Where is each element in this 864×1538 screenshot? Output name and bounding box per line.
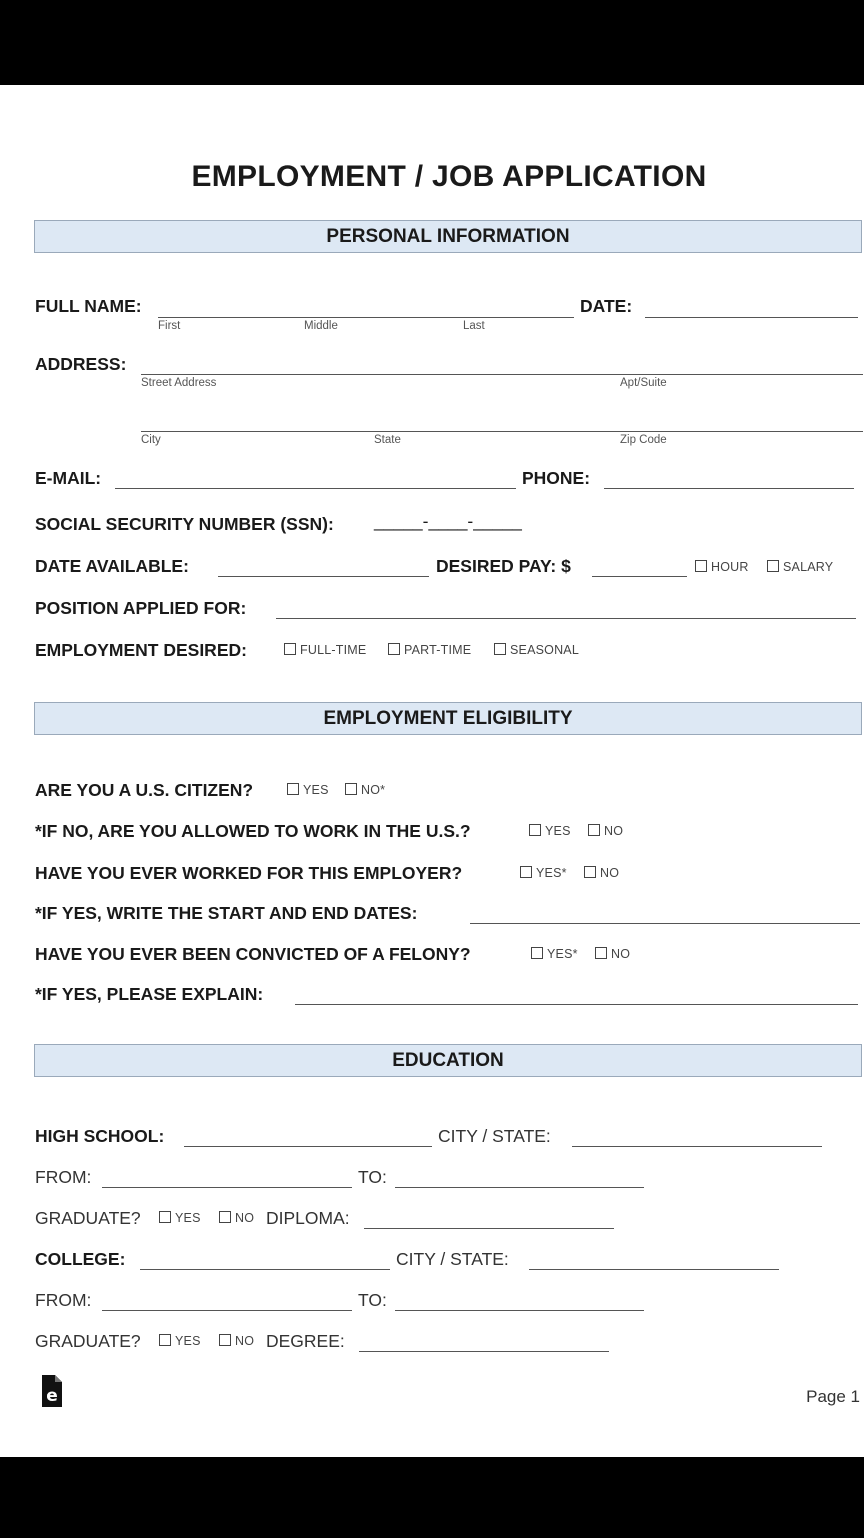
ssn-label: SOCIAL SECURITY NUMBER (SSN): (35, 514, 334, 534)
explain-field[interactable] (295, 1004, 858, 1005)
high-school-label: HIGH SCHOOL: (35, 1126, 165, 1146)
apt-suite-hint: Apt/Suite (620, 377, 667, 389)
checkbox-icon (388, 643, 400, 655)
seasonal-checkbox[interactable]: SEASONAL (494, 643, 579, 657)
checkbox-icon (159, 1334, 171, 1346)
checkbox-icon (695, 560, 707, 572)
date-field[interactable] (645, 317, 858, 318)
date-available-label: DATE AVAILABLE: (35, 556, 189, 576)
felony-question: HAVE YOU EVER BEEN CONVICTED OF A FELONY? (35, 944, 471, 964)
college-graduate-no-checkbox[interactable]: NO (219, 1334, 254, 1348)
degree-label: DEGREE: (266, 1331, 345, 1351)
college-field[interactable] (140, 1269, 390, 1270)
hs-city-state-label: CITY / STATE: (438, 1126, 551, 1146)
college-graduate-yes-checkbox[interactable]: YES (159, 1334, 201, 1348)
citizen-no-checkbox[interactable]: NO* (345, 783, 385, 797)
college-city-state-field[interactable] (529, 1269, 779, 1270)
position-field[interactable] (276, 618, 856, 619)
form-title: EMPLOYMENT / JOB APPLICATION (191, 160, 707, 193)
full-time-checkbox[interactable]: FULL-TIME (284, 643, 366, 657)
middle-name-hint: Middle (304, 320, 338, 332)
street-address-hint: Street Address (141, 377, 217, 389)
section-education: EDUCATION (34, 1044, 862, 1077)
salary-checkbox[interactable]: SALARY (767, 560, 833, 574)
phone-label: PHONE: (522, 468, 591, 488)
section-personal-information: PERSONAL INFORMATION (34, 220, 862, 253)
full-name-field[interactable] (158, 317, 574, 318)
explain-label: *IF YES, PLEASE EXPLAIN: (35, 984, 264, 1004)
allowed-to-work-question: *IF NO, ARE YOU ALLOWED TO WORK IN THE U.S.? (35, 821, 471, 841)
last-name-hint: Last (463, 320, 485, 332)
hs-city-state-field[interactable] (572, 1146, 822, 1147)
felony-no-checkbox[interactable]: NO (595, 947, 630, 961)
checkbox-icon (767, 560, 779, 572)
employment-desired-label: EMPLOYMENT DESIRED: (35, 640, 247, 660)
date-available-field[interactable] (218, 576, 429, 577)
logo-letter: e (46, 1386, 58, 1406)
degree-field[interactable] (359, 1351, 609, 1352)
checkbox-icon (520, 866, 532, 878)
checkbox-icon (219, 1334, 231, 1346)
allowed-yes-checkbox[interactable]: YES (529, 824, 571, 838)
checkbox-icon (595, 947, 607, 959)
checkbox-icon (588, 824, 600, 836)
street-address-field[interactable] (141, 374, 863, 375)
hs-graduate-label: GRADUATE? (35, 1208, 141, 1228)
city-hint: City (141, 434, 161, 446)
college-label: COLLEGE: (35, 1249, 126, 1269)
college-from-field[interactable] (102, 1310, 352, 1311)
ssn-field[interactable]: _____-____-_____ (374, 511, 522, 531)
hs-graduate-no-checkbox[interactable]: NO (219, 1211, 254, 1225)
college-to-field[interactable] (395, 1310, 644, 1311)
page-number: Page 1 (806, 1387, 860, 1406)
section-employment-eligibility: EMPLOYMENT ELIGIBILITY (34, 702, 862, 735)
diploma-field[interactable] (364, 1228, 614, 1229)
hs-from-field[interactable] (102, 1187, 352, 1188)
address-label: ADDRESS: (35, 354, 127, 374)
start-end-dates-label: *IF YES, WRITE THE START AND END DATES: (35, 903, 418, 923)
worked-no-checkbox[interactable]: NO (584, 866, 619, 880)
hour-checkbox[interactable]: HOUR (695, 560, 749, 574)
hs-from-label: FROM: (35, 1167, 92, 1187)
checkbox-icon (531, 947, 543, 959)
citizen-question: ARE YOU A U.S. CITIZEN? (35, 780, 254, 800)
felony-yes-checkbox[interactable]: YES* (531, 947, 578, 961)
state-hint: State (374, 434, 401, 446)
phone-field[interactable] (604, 488, 854, 489)
full-name-label: FULL NAME: (35, 296, 142, 316)
high-school-field[interactable] (184, 1146, 432, 1147)
college-city-state-label: CITY / STATE: (396, 1249, 509, 1269)
college-from-label: FROM: (35, 1290, 92, 1310)
diploma-label: DIPLOMA: (266, 1208, 350, 1228)
document-logo-icon (40, 1374, 64, 1408)
checkbox-icon (494, 643, 506, 655)
checkbox-icon (529, 824, 541, 836)
hs-graduate-yes-checkbox[interactable]: YES (159, 1211, 201, 1225)
checkbox-icon (287, 783, 299, 795)
zip-code-hint: Zip Code (620, 434, 667, 446)
checkbox-icon (284, 643, 296, 655)
position-label: POSITION APPLIED FOR: (35, 598, 247, 618)
college-to-label: TO: (358, 1290, 387, 1310)
first-name-hint: First (158, 320, 181, 332)
desired-pay-field[interactable] (592, 576, 687, 577)
desired-pay-label: DESIRED PAY: $ (436, 556, 571, 576)
college-graduate-label: GRADUATE? (35, 1331, 141, 1351)
city-state-zip-field[interactable] (141, 431, 863, 432)
citizen-yes-checkbox[interactable]: YES (287, 783, 329, 797)
checkbox-icon (345, 783, 357, 795)
start-end-dates-field[interactable] (470, 923, 860, 924)
checkbox-icon (584, 866, 596, 878)
allowed-no-checkbox[interactable]: NO (588, 824, 623, 838)
checkbox-icon (219, 1211, 231, 1223)
email-field[interactable] (115, 488, 516, 489)
email-label: E-MAIL: (35, 468, 102, 488)
hs-to-label: TO: (358, 1167, 387, 1187)
part-time-checkbox[interactable]: PART-TIME (388, 643, 471, 657)
checkbox-icon (159, 1211, 171, 1223)
date-label: DATE: (580, 296, 633, 316)
hs-to-field[interactable] (395, 1187, 644, 1188)
worked-yes-checkbox[interactable]: YES* (520, 866, 567, 880)
worked-for-employer-question: HAVE YOU EVER WORKED FOR THIS EMPLOYER? (35, 863, 463, 883)
form-page (0, 85, 864, 1457)
